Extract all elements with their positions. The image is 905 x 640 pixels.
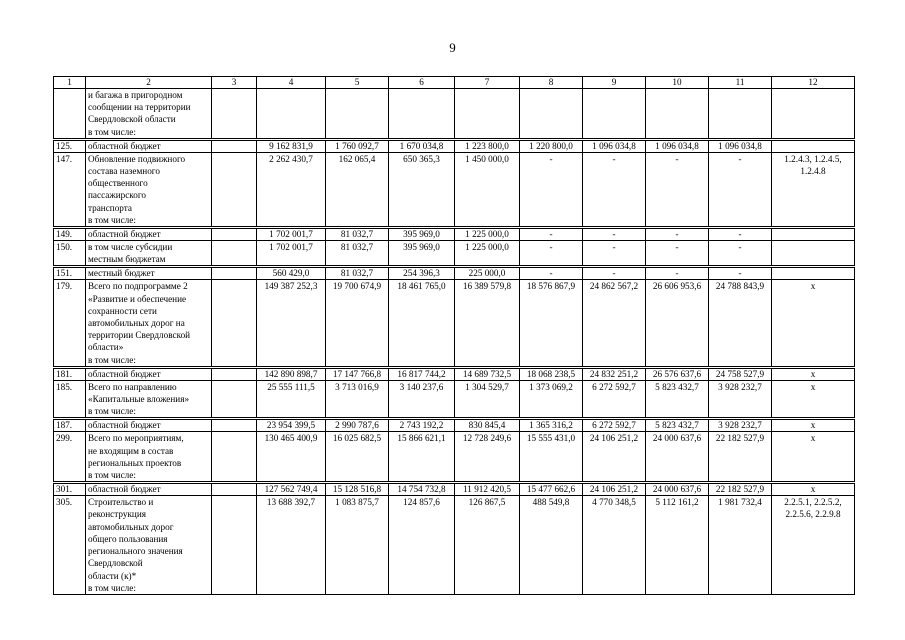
- row-number: 185.: [54, 380, 86, 419]
- row-col3: [212, 419, 257, 432]
- amount-cell: -: [520, 267, 583, 280]
- amount-cell: 3 928 232,7: [709, 380, 772, 419]
- amount-cell: 5 823 432,7: [646, 419, 709, 432]
- row-number: 301.: [54, 483, 86, 496]
- row-name: областной бюджет: [86, 483, 212, 496]
- row-col3: [212, 432, 257, 483]
- amount-cell: -: [583, 241, 646, 267]
- header-cell: 8: [520, 77, 583, 89]
- row-code: [772, 241, 855, 267]
- amount-cell: 130 465 400,9: [257, 432, 326, 483]
- table-row: [54, 152, 855, 227]
- amount-cell: 1 981 732,4: [709, 496, 772, 595]
- amount-cell: -: [520, 228, 583, 241]
- row-code: [772, 267, 855, 280]
- row-col3: [212, 228, 257, 241]
- amount-cell: 1 450 000,0: [455, 152, 520, 227]
- amount-cell: 24 832 251,2: [583, 367, 646, 380]
- amount-cell: 1 702 001,7: [257, 241, 326, 267]
- row-name: областной бюджет: [86, 367, 212, 380]
- row-number: 179.: [54, 280, 86, 367]
- table-row: [54, 496, 855, 595]
- table-row: [54, 432, 855, 483]
- amount-cell: 1 225 000,0: [455, 241, 520, 267]
- amount-cell: 12 728 249,6: [455, 432, 520, 483]
- amount-cell: -: [520, 241, 583, 267]
- budget-table: [53, 76, 855, 595]
- header-cell: 10: [646, 77, 709, 89]
- amount-cell: 22 182 527,9: [709, 483, 772, 496]
- row-number: 181.: [54, 367, 86, 380]
- amount-cell: 4 770 348,5: [583, 496, 646, 595]
- amount-cell: 6 272 592,7: [583, 380, 646, 419]
- row-number: 187.: [54, 419, 86, 432]
- amount-cell: -: [709, 267, 772, 280]
- amount-cell: 162 065,4: [326, 152, 389, 227]
- amount-cell: -: [709, 228, 772, 241]
- amount-cell: 81 032,7: [326, 228, 389, 241]
- row-number: 150.: [54, 241, 86, 267]
- row-name: Обновление подвижного состава наземного общественного пассажирского транспорта в том числе:: [86, 152, 212, 227]
- table-row: [54, 483, 855, 496]
- row-number: [54, 89, 86, 140]
- row-col3: [212, 280, 257, 367]
- row-col3: [212, 496, 257, 595]
- amount-cell: 395 969,0: [389, 228, 455, 241]
- amount-cell: -: [520, 152, 583, 227]
- row-code: x: [772, 367, 855, 380]
- row-col3: [212, 241, 257, 267]
- amount-cell: 18 461 765,0: [389, 280, 455, 367]
- amount-cell: 11 912 420,5: [455, 483, 520, 496]
- header-cell: 7: [455, 77, 520, 89]
- row-number: 149.: [54, 228, 86, 241]
- table-row: [54, 380, 855, 419]
- amount-cell: 24 758 527,9: [709, 367, 772, 380]
- amount-cell: -: [646, 228, 709, 241]
- amount-cell: 1 760 092,7: [326, 139, 389, 152]
- amount-cell: 19 700 674,9: [326, 280, 389, 367]
- amount-cell: 488 549,8: [520, 496, 583, 595]
- amount-cell: 1 304 529,7: [455, 380, 520, 419]
- amount-cell: 2 990 787,6: [326, 419, 389, 432]
- amount-cell: 254 396,3: [389, 267, 455, 280]
- amount-cell: 16 025 682,5: [326, 432, 389, 483]
- row-code: x: [772, 483, 855, 496]
- row-code: x: [772, 419, 855, 432]
- row-code: x: [772, 380, 855, 419]
- row-number: 151.: [54, 267, 86, 280]
- amount-cell: 16 389 579,8: [455, 280, 520, 367]
- amount-cell: -: [583, 267, 646, 280]
- amount-cell: 1 096 034,8: [583, 139, 646, 152]
- amount-cell: 24 106 251,2: [583, 483, 646, 496]
- amount-cell: 13 688 392,7: [257, 496, 326, 595]
- row-name: Всего по подпрограмме 2 «Развитие и обеспечение сохранности сети автомобильных дорог на территории Свердловской области» в том числе:: [86, 280, 212, 367]
- header-cell: 5: [326, 77, 389, 89]
- row-code: x: [772, 280, 855, 367]
- row-name: Всего по направлению «Капитальные вложения» в том числе:: [86, 380, 212, 419]
- row-name: областной бюджет: [86, 419, 212, 432]
- amount-cell: 3 140 237,6: [389, 380, 455, 419]
- row-name: областной бюджет: [86, 139, 212, 152]
- row-name: Строительство и реконструкция автомобильных дорог общего пользования регионального значения Свердловской области (к)* в том числе:: [86, 496, 212, 595]
- amount-cell: 1 225 000,0: [455, 228, 520, 241]
- page-number: 9: [449, 40, 456, 55]
- amount-cell: 560 429,0: [257, 267, 326, 280]
- row-col3: [212, 89, 257, 140]
- amount-cell: 1 223 800,0: [455, 139, 520, 152]
- header-cell: 9: [583, 77, 646, 89]
- row-col3: [212, 152, 257, 227]
- amount-cell: 3 713 016,9: [326, 380, 389, 419]
- amount-cell: 3 928 232,7: [709, 419, 772, 432]
- amount-cell: [455, 89, 520, 140]
- table-row: [54, 267, 855, 280]
- amount-cell: 15 128 516,8: [326, 483, 389, 496]
- table-row: [54, 228, 855, 241]
- row-col3: [212, 380, 257, 419]
- amount-cell: 127 562 749,4: [257, 483, 326, 496]
- amount-cell: 1 365 316,2: [520, 419, 583, 432]
- row-number: 299.: [54, 432, 86, 483]
- amount-cell: 9 162 831,9: [257, 139, 326, 152]
- amount-cell: [389, 89, 455, 140]
- amount-cell: 24 788 843,9: [709, 280, 772, 367]
- row-code: 2.2.5.1, 2.2.5.2, 2.2.5.6, 2.2.9.8: [772, 496, 855, 595]
- amount-cell: -: [646, 152, 709, 227]
- amount-cell: 1 220 800,0: [520, 139, 583, 152]
- amount-cell: -: [646, 241, 709, 267]
- amount-cell: 24 106 251,2: [583, 432, 646, 483]
- amount-cell: [646, 89, 709, 140]
- amount-cell: [520, 89, 583, 140]
- row-code: [772, 89, 855, 140]
- amount-cell: 395 969,0: [389, 241, 455, 267]
- row-name: местный бюджет: [86, 267, 212, 280]
- amount-cell: -: [646, 267, 709, 280]
- row-col3: [212, 267, 257, 280]
- row-name: и багажа в пригородном сообщении на территории Свердловской области в том числе:: [86, 89, 212, 140]
- header-row: [54, 77, 855, 89]
- row-name: областной бюджет: [86, 228, 212, 241]
- table-row: [54, 89, 855, 140]
- amount-cell: 124 857,6: [389, 496, 455, 595]
- amount-cell: 16 817 744,2: [389, 367, 455, 380]
- header-cell: 12: [772, 77, 855, 89]
- amount-cell: -: [583, 228, 646, 241]
- amount-cell: 5 112 161,2: [646, 496, 709, 595]
- amount-cell: 149 387 252,3: [257, 280, 326, 367]
- amount-cell: 24 000 637,6: [646, 432, 709, 483]
- amount-cell: 15 477 662,6: [520, 483, 583, 496]
- header-cell: 1: [54, 77, 86, 89]
- amount-cell: 81 032,7: [326, 241, 389, 267]
- header-cell: 3: [212, 77, 257, 89]
- amount-cell: 225 000,0: [455, 267, 520, 280]
- amount-cell: -: [709, 152, 772, 227]
- row-code: 1.2.4.3, 1.2.4.5, 1.2.4.8: [772, 152, 855, 227]
- row-number: 305.: [54, 496, 86, 595]
- amount-cell: 23 954 399,5: [257, 419, 326, 432]
- amount-cell: 1 373 069,2: [520, 380, 583, 419]
- table-row: [54, 241, 855, 267]
- amount-cell: 650 365,3: [389, 152, 455, 227]
- row-number: 147.: [54, 152, 86, 227]
- amount-cell: 17 147 766,8: [326, 367, 389, 380]
- amount-cell: 2 743 192,2: [389, 419, 455, 432]
- row-col3: [212, 483, 257, 496]
- amount-cell: 830 845,4: [455, 419, 520, 432]
- row-code: [772, 139, 855, 152]
- header-cell: 4: [257, 77, 326, 89]
- table-row: [54, 419, 855, 432]
- amount-cell: 26 606 953,6: [646, 280, 709, 367]
- amount-cell: 5 823 432,7: [646, 380, 709, 419]
- amount-cell: 14 689 732,5: [455, 367, 520, 380]
- amount-cell: [709, 89, 772, 140]
- amount-cell: 1 096 034,8: [646, 139, 709, 152]
- row-name: в том числе субсидии местным бюджетам: [86, 241, 212, 267]
- table-row: [54, 280, 855, 367]
- table-row: [54, 139, 855, 152]
- amount-cell: 81 032,7: [326, 267, 389, 280]
- header-cell: 11: [709, 77, 772, 89]
- amount-cell: 1 096 034,8: [709, 139, 772, 152]
- amount-cell: [583, 89, 646, 140]
- row-name: Всего по мероприятиям, не входящим в состав региональных проектов в том числе:: [86, 432, 212, 483]
- amount-cell: 22 182 527,9: [709, 432, 772, 483]
- row-code: x: [772, 432, 855, 483]
- amount-cell: -: [709, 241, 772, 267]
- amount-cell: [257, 89, 326, 140]
- row-number: 125.: [54, 139, 86, 152]
- amount-cell: 18 576 867,9: [520, 280, 583, 367]
- row-col3: [212, 367, 257, 380]
- row-col3: [212, 139, 257, 152]
- amount-cell: 1 702 001,7: [257, 228, 326, 241]
- amount-cell: 2 262 430,7: [257, 152, 326, 227]
- amount-cell: 24 000 637,6: [646, 483, 709, 496]
- header-cell: 6: [389, 77, 455, 89]
- amount-cell: 14 754 732,8: [389, 483, 455, 496]
- amount-cell: 15 866 621,1: [389, 432, 455, 483]
- amount-cell: 126 867,5: [455, 496, 520, 595]
- amount-cell: 15 555 431,0: [520, 432, 583, 483]
- amount-cell: [326, 89, 389, 140]
- amount-cell: 1 083 875,7: [326, 496, 389, 595]
- table-row: [54, 367, 855, 380]
- amount-cell: 1 670 034,8: [389, 139, 455, 152]
- amount-cell: -: [583, 152, 646, 227]
- amount-cell: 6 272 592,7: [583, 419, 646, 432]
- amount-cell: 142 890 898,7: [257, 367, 326, 380]
- amount-cell: 24 862 567,2: [583, 280, 646, 367]
- amount-cell: 25 555 111,5: [257, 380, 326, 419]
- header-cell: 2: [86, 77, 212, 89]
- amount-cell: 26 576 637,6: [646, 367, 709, 380]
- row-code: [772, 228, 855, 241]
- amount-cell: 18 068 238,5: [520, 367, 583, 380]
